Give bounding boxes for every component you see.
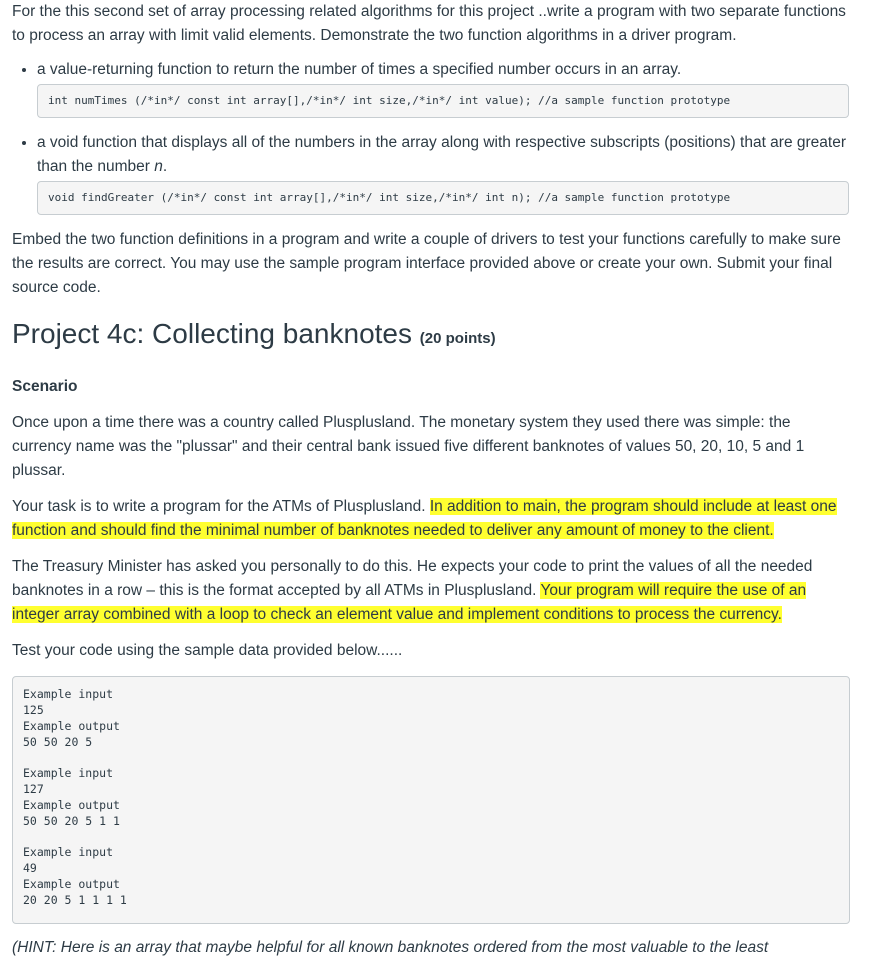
task-paragraph-highlight: In addition to main, the program should include at least one function and should find the minimal number of banknotes needed to deliver any amount of money to the client. <box>12 498 837 539</box>
minister-paragraph-text: The Treasury Minister has asked you personally to do this. He expects your code to print the values of all the needed banknotes in a row – this is the format accepted by all ATMs in Plusplusland. <box>12 558 813 599</box>
project-title-text: Project 4c: Collecting banknotes <box>12 318 412 349</box>
embed-paragraph: Embed the two function definitions in a program and write a couple of drivers to test your functions carefully to make sure the results are correct. You may use the sample program interface provided above or create your own. Submit your final source code. <box>12 231 841 296</box>
hint-paragraph: (HINT: Here is an array that maybe helpful for all known banknotes ordered from the most valuable to the least <box>12 939 769 956</box>
task-paragraph-text: Your task is to write a program for the ATMs of Plusplusland. <box>12 498 430 515</box>
example-block <box>23 844 839 908</box>
example-input-value: 125 <box>23 703 44 717</box>
example-input-label: Example input <box>23 687 114 701</box>
example-output-label: Example output <box>23 877 120 891</box>
example-block <box>23 686 839 750</box>
task-item-num-times <box>37 58 852 118</box>
code-prototype-num-times: int numTimes (/*in*/ const int array[],/*in*/ int size,/*in*/ int value); //a sample function prototype <box>37 84 849 118</box>
example-input-value: 49 <box>23 861 37 875</box>
example-block <box>23 765 839 829</box>
project-points: (20 points) <box>419 330 496 347</box>
code-prototype-find-greater: void findGreater (/*in*/ const int array[],/*in*/ int size,/*in*/ int n); //a sample function prototype <box>37 181 849 215</box>
scenario-heading: Scenario <box>12 378 78 395</box>
task-text: a void function that displays all of the numbers in the array along with respective subscripts (positions) that are greater than the number <box>37 134 846 175</box>
minister-paragraph <box>12 555 852 627</box>
example-output-label: Example output <box>23 798 120 812</box>
example-output-label: Example output <box>23 719 120 733</box>
example-input-value: 127 <box>23 782 44 796</box>
task-text: a value-returning function to return the number of times a specified number occurs in an array. <box>37 61 682 78</box>
task-item-find-greater <box>37 131 852 215</box>
example-output-value: 20 20 5 1 1 1 1 <box>23 893 127 907</box>
examples-code-block <box>12 676 850 924</box>
example-input-label: Example input <box>23 845 114 859</box>
example-input-label: Example input <box>23 766 114 780</box>
task-text-end: . <box>162 158 168 175</box>
task-text-italic: n <box>154 158 163 175</box>
minister-paragraph-highlight: Your program will require the use of an integer array combined with a loop to check an element value and implement conditions to process the currency. <box>12 582 807 623</box>
task-paragraph <box>12 495 852 543</box>
project-title <box>12 316 852 357</box>
example-output-value: 50 50 20 5 <box>23 735 93 749</box>
scenario-paragraph: Once upon a time there was a country called Plusplusland. The monetary system they used there was simple: the currency name was the "plussar" and their central bank issued five different banknotes of values 50, 20, 10, 5 and 1 plussar. <box>12 414 805 479</box>
assignment-content <box>12 0 852 960</box>
example-output-value: 50 50 20 5 1 1 <box>23 814 120 828</box>
test-paragraph: Test your code using the sample data provided below...... <box>12 642 403 659</box>
task-list <box>12 58 852 215</box>
intro-paragraph: For the this second set of array processing related algorithms for this project ..write a program with two separate functions to process an array with limit valid elements. Demonstrate the two function algorithms in a driver program. <box>12 3 846 44</box>
